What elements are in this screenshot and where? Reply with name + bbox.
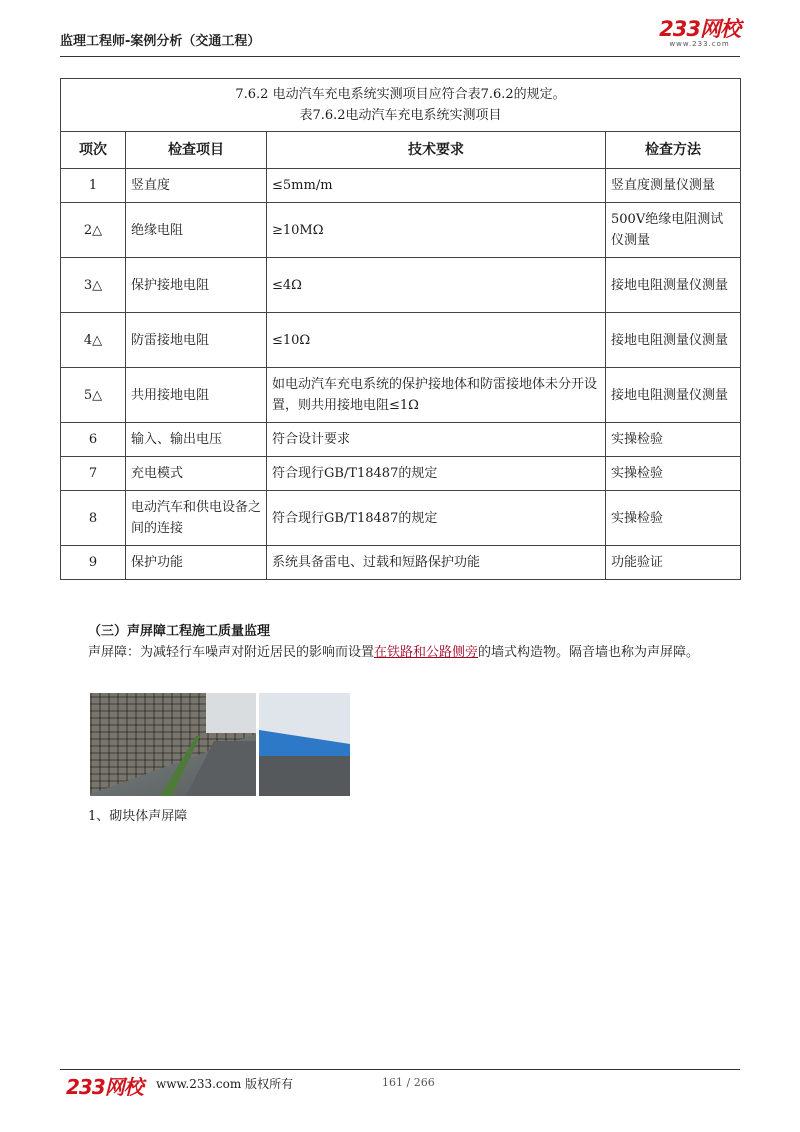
cell-item: 充电模式 — [126, 457, 267, 491]
table-caption — [61, 79, 741, 132]
noise-barrier-photos — [90, 693, 350, 796]
caption-table-title: 表7.6.2电动汽车充电系统实测项目 — [299, 108, 502, 123]
page-header — [60, 18, 740, 56]
cell-no: 3△ — [61, 258, 126, 313]
block-wall-photo — [90, 693, 256, 796]
column-header: 检查项目 — [126, 132, 267, 169]
table-row — [61, 546, 741, 580]
footer-divider — [60, 1069, 740, 1070]
table-row — [61, 258, 741, 313]
column-header: 项次 — [61, 132, 126, 169]
cell-no: 1 — [61, 169, 126, 203]
cell-method: 功能验证 — [606, 546, 741, 580]
cell-item: 输入、输出电压 — [126, 423, 267, 457]
inspection-table — [60, 78, 741, 580]
cell-method: 接地电阻测量仪测量 — [606, 368, 741, 423]
cell-requirement: 如电动汽车充电系统的保护接地体和防雷接地体未分开设置，则共用接地电阻≤1Ω — [267, 368, 606, 423]
railway-highway-link[interactable]: 在铁路和公路侧旁 — [374, 645, 479, 660]
table-row — [61, 169, 741, 203]
table-row — [61, 203, 741, 258]
cell-no: 9 — [61, 546, 126, 580]
table-row — [61, 457, 741, 491]
cell-item: 保护接地电阻 — [126, 258, 267, 313]
cell-requirement: ≤4Ω — [267, 258, 606, 313]
definition-paragraph — [60, 641, 740, 664]
column-header: 技术要求 — [267, 132, 606, 169]
document-title: 监理工程师-案例分析（交通工程） — [60, 34, 261, 49]
table-row — [61, 423, 741, 457]
column-header: 检查方法 — [606, 132, 741, 169]
cell-method: 接地电阻测量仪测量 — [606, 313, 741, 368]
table-row — [61, 313, 741, 368]
cell-item: 竖直度 — [126, 169, 267, 203]
cell-method: 实操检验 — [606, 457, 741, 491]
section-heading: （三）声屏障工程施工质量监理 — [88, 624, 271, 639]
cell-item: 绝缘电阻 — [126, 203, 267, 258]
brand-logo[interactable] — [659, 18, 740, 48]
cell-method: 接地电阻测量仪测量 — [606, 258, 741, 313]
header-divider — [60, 56, 740, 57]
cell-requirement: ≤10Ω — [267, 313, 606, 368]
para-text: 声屏障：为减轻行车噪声对附近居民的影响而设置 — [88, 645, 375, 660]
cell-item: 防雷接地电阻 — [126, 313, 267, 368]
cell-requirement: ≥10MΩ — [267, 203, 606, 258]
logo-text: 233网校 — [659, 17, 740, 41]
cell-method: 实操检验 — [606, 491, 741, 546]
cell-method: 实操检验 — [606, 423, 741, 457]
cell-item: 保护功能 — [126, 546, 267, 580]
page-footer — [60, 1071, 740, 1099]
cell-item: 电动汽车和供电设备之间的连接 — [126, 491, 267, 546]
cell-method: 500V绝缘电阻测试仪测量 — [606, 203, 741, 258]
cell-no: 4△ — [61, 313, 126, 368]
page-number: 161 / 266 — [382, 1076, 435, 1089]
copyright-text: www.233.com 版权所有 — [156, 1077, 294, 1091]
cell-requirement: 符合设计要求 — [267, 423, 606, 457]
cell-no: 6 — [61, 423, 126, 457]
logo-url: www.233.com — [669, 40, 730, 48]
blue-panel-barrier-photo — [259, 693, 350, 796]
cell-requirement: 符合现行GB/T18487的规定 — [267, 491, 606, 546]
caption-clause: 7.6.2 电动汽车充电系统实测项目应符合表7.6.2的规定。 — [235, 87, 566, 102]
cell-no: 7 — [61, 457, 126, 491]
cell-no: 2△ — [61, 203, 126, 258]
table-row — [61, 491, 741, 546]
footer-logo[interactable]: 233网校 — [66, 1075, 143, 1099]
cell-no: 8 — [61, 491, 126, 546]
cell-item: 共用接地电阻 — [126, 368, 267, 423]
subsection-item: 1、砌块体声屏障 — [88, 809, 188, 824]
cell-requirement: 符合现行GB/T18487的规定 — [267, 457, 606, 491]
para-text: 的墙式构造物。隔音墙也称为声屏障。 — [478, 645, 700, 660]
cell-requirement: ≤5mm/m — [267, 169, 606, 203]
cell-requirement: 系统具备雷电、过载和短路保护功能 — [267, 546, 606, 580]
cell-no: 5△ — [61, 368, 126, 423]
cell-method: 竖直度测量仪测量 — [606, 169, 741, 203]
table-row — [61, 368, 741, 423]
